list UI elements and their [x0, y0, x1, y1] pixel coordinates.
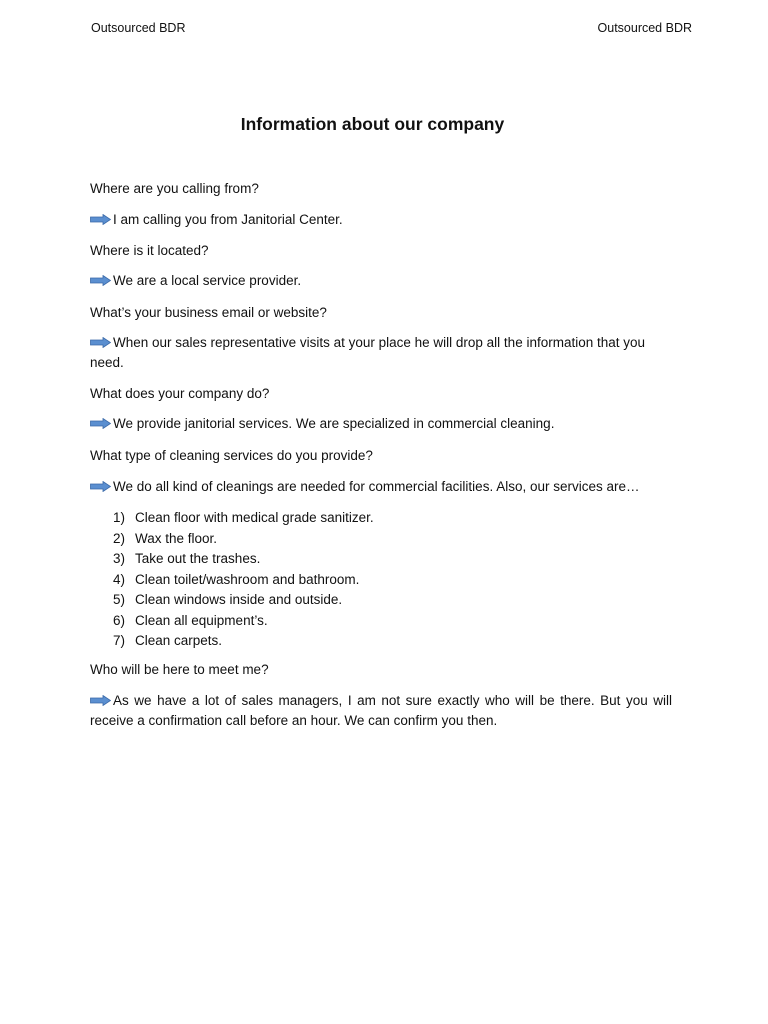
list-item-text: Clean windows inside and outside.: [135, 592, 343, 607]
header-left: Outsourced BDR: [91, 21, 186, 35]
list-item: [113, 631, 374, 652]
list-item: [113, 529, 374, 550]
list-item-number: 2): [113, 530, 126, 546]
page-title: Information about our company: [240, 114, 505, 134]
question-3: What’s your business email or website?: [90, 305, 327, 320]
list-item-number: 1): [113, 510, 126, 525]
list-item-text: Clean all equipment’s.: [135, 612, 268, 628]
right-arrow-icon: [90, 337, 111, 348]
list-item-text: Wax the floor.: [135, 530, 218, 546]
list-item-number: 5): [113, 592, 126, 607]
answer-3: [90, 333, 672, 373]
answer-text: I am calling you from Janitorial Center.: [113, 212, 343, 227]
right-arrow-icon: [90, 275, 111, 286]
answer-5: [90, 477, 672, 497]
question-2: Where is it located?: [90, 243, 209, 258]
question-5: What type of cleaning services do you provide?: [90, 448, 373, 463]
answer-6: [90, 691, 672, 731]
list-item-text: Clean carpets.: [135, 633, 223, 648]
question-4: What does your company do?: [90, 386, 270, 401]
question-6: Who will be here to meet me?: [90, 662, 269, 677]
list-item: [113, 549, 374, 570]
question-1: Where are you calling from?: [90, 181, 259, 196]
list-item-number: 7): [113, 633, 126, 648]
list-item-number: 6): [113, 612, 126, 628]
header-right: Outsourced BDR: [597, 21, 692, 35]
list-item-number: 4): [113, 571, 126, 587]
answer-4: [90, 414, 672, 434]
right-arrow-icon: [90, 695, 111, 706]
answer-text: We provide janitorial services. We are specialized in commercial cleaning.: [113, 416, 555, 431]
list-item-number: 3): [113, 551, 126, 566]
answer-1: [90, 210, 672, 230]
list-item: [113, 570, 374, 591]
answer-text: As we have a lot of sales managers, I am not sure exactly who will be there. But you will receive a confirmation call before an hour. We can confirm you then.: [90, 693, 672, 728]
right-arrow-icon: [90, 481, 111, 492]
list-item-text: Take out the trashes.: [135, 551, 261, 566]
services-list: [113, 508, 374, 652]
list-item: [113, 611, 374, 632]
answer-text: We do all kind of cleanings are needed for commercial facilities. Also, our services are…: [113, 479, 640, 494]
answer-2: [90, 271, 672, 291]
answer-text: We are a local service provider.: [113, 273, 302, 288]
list-item-text: Clean toilet/washroom and bathroom.: [135, 571, 360, 587]
right-arrow-icon: [90, 214, 111, 225]
answer-text: When our sales representative visits at your place he will drop all the information that you need.: [90, 335, 646, 370]
list-item: [113, 590, 374, 611]
right-arrow-icon: [90, 418, 111, 429]
list-item: [113, 508, 374, 529]
list-item-text: Clean floor with medical grade sanitizer.: [135, 510, 374, 525]
